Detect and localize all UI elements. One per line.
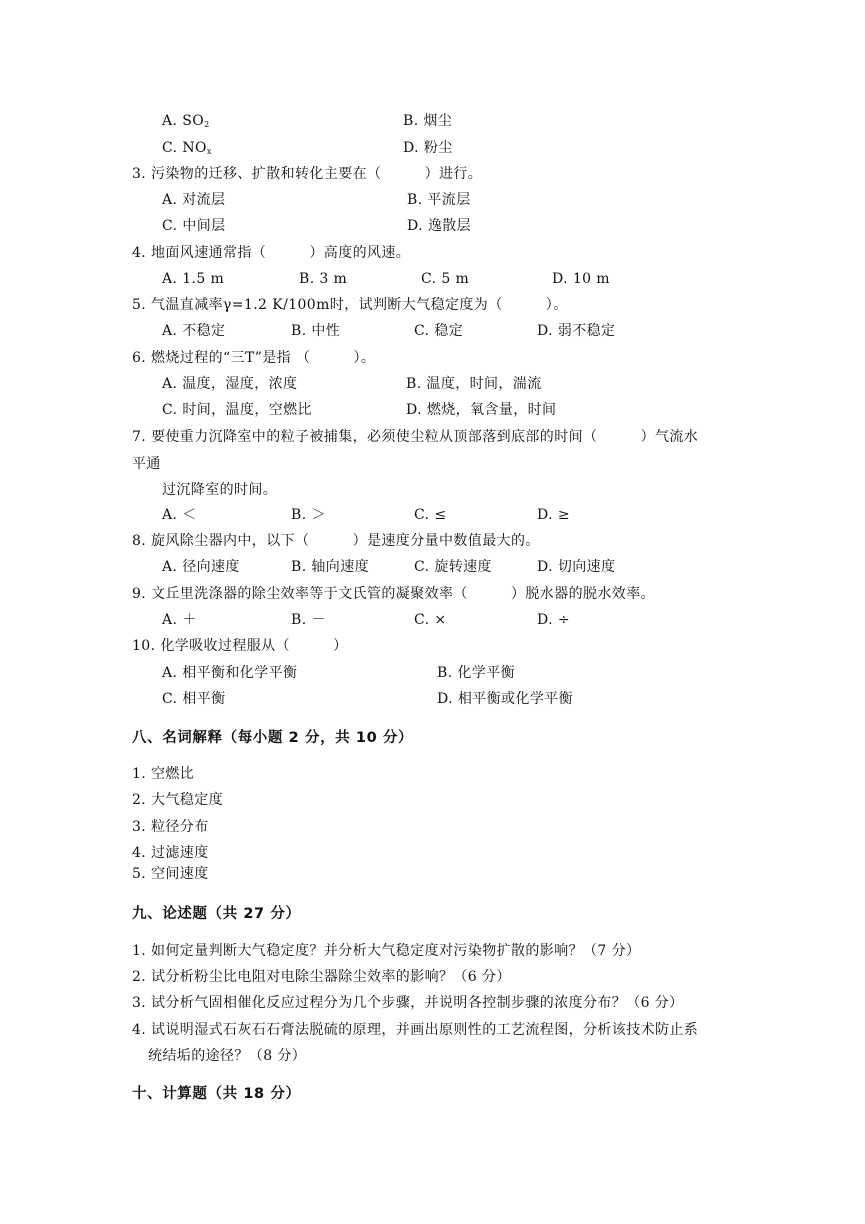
option-a: A. $SO_2$	[162, 113, 210, 129]
question-7-stem-cont2: 过沉降室的时间。	[162, 482, 278, 498]
q5-option-b: B. 中性	[291, 323, 341, 339]
section-8-heading: 八、名词解释（每小题 2 分，共 10 分）	[132, 730, 414, 746]
essay-question-cont: 统结垢的途径？（8 分）	[148, 1048, 307, 1064]
q3-option-d: D. 逸散层	[407, 218, 472, 234]
essay-question: 4. 试说明湿式石灰石石膏法脱硫的原理，并画出原则性的工艺流程图，分析该技术防止系	[132, 1022, 699, 1038]
q7-option-b: B. ＞	[291, 507, 326, 523]
q10-option-a: A. 相平衡和化学平衡	[162, 665, 298, 681]
question-4-stem: 4. 地面风速通常指（ ）高度的风速。	[132, 245, 411, 261]
question-6-stem: 6. 燃烧过程的“三T”是指 （ ）。	[132, 350, 376, 366]
term-item: 5. 空间速度	[132, 866, 209, 882]
q9-option-d: D. ÷	[537, 612, 570, 628]
section-10-heading: 十、计算题（共 18 分）	[132, 1086, 301, 1102]
q7-option-c: C. ≤	[414, 507, 447, 523]
q5-option-c: C. 稳定	[414, 323, 464, 339]
term-item: 4. 过滤速度	[132, 845, 209, 861]
q3-option-b: B. 平流层	[407, 192, 471, 208]
q7-option-d: D. ≥	[537, 507, 570, 523]
q9-option-a: A. ＋	[162, 612, 197, 628]
essay-question: 2. 试分析粉尘比电阻对电除尘器除尘效率的影响？（6 分）	[132, 969, 511, 985]
essay-question: 1. 如何定量判断大气稳定度？并分析大气稳定度对污染物扩散的影响？（7 分）	[132, 943, 641, 959]
q3-option-a: A. 对流层	[162, 192, 226, 208]
term-item: 2. 大气稳定度	[132, 792, 224, 808]
q8-option-b: B. 轴向速度	[291, 559, 369, 575]
q6-option-d: D. 燃烧，氧含量，时间	[406, 402, 557, 418]
q8-option-d: D. 切向速度	[537, 559, 616, 575]
q4-option-a: A. 1.5 m	[162, 271, 225, 287]
q6-option-c: C. 时间，温度，空燃比	[162, 402, 312, 418]
q6-option-a: A. 温度，湿度，浓度	[162, 376, 298, 392]
q10-option-d: D. 相平衡或化学平衡	[437, 691, 574, 707]
question-10-stem: 10. 化学吸收过程服从（ ）	[132, 638, 348, 654]
q4-option-c: C. 5 m	[421, 271, 470, 287]
q5-option-a: A. 不稳定	[162, 323, 226, 339]
question-5-stem: 5. 气温直减率γ=1.2 K/100m时，试判断大气稳定度为（ ）。	[132, 297, 568, 313]
section-9-heading: 九、论述题（共 27 分）	[132, 906, 301, 922]
option-c: C. $NO_x$	[162, 140, 212, 156]
question-7-stem: 7. 要使重力沉降室中的粒子被捕集，必须使尘粒从顶部落到底部的时间（ ）气流水	[132, 429, 699, 445]
q9-option-c: C. ×	[414, 612, 447, 628]
q4-option-d: D. 10 m	[552, 271, 610, 287]
term-item: 3. 粒径分布	[132, 819, 209, 835]
q4-option-b: B. 3 m	[299, 271, 348, 287]
q5-option-d: D. 弱不稳定	[537, 323, 616, 339]
q9-option-b: B. －	[291, 612, 326, 628]
term-item: 1. 空燃比	[132, 766, 195, 782]
q10-option-b: B. 化学平衡	[437, 665, 515, 681]
q10-option-c: C. 相平衡	[162, 691, 226, 707]
question-8-stem: 8. 旋风除尘器内中，以下（ ）是速度分量中数值最大的。	[132, 533, 540, 549]
option-b: B. 烟尘	[403, 113, 453, 129]
q6-option-b: B. 温度，时间，湍流	[406, 376, 542, 392]
question-7-stem-cont: 平通	[132, 456, 161, 472]
q8-option-a: A. 径向速度	[162, 559, 240, 575]
q7-option-a: A. ＜	[162, 507, 197, 523]
option-d: D. 粉尘	[403, 140, 453, 156]
question-9-stem: 9. 文丘里洗涤器的除尘效率等于文氏管的凝聚效率（ ）脱水器的脱水效率。	[132, 586, 656, 602]
question-3-stem: 3. 污染物的迁移、扩散和转化主要在（ ）进行。	[132, 166, 483, 182]
essay-question: 3. 试分析气固相催化反应过程分为几个步骤，并说明各控制步骤的浓度分布？（6 分）	[132, 995, 684, 1011]
q3-option-c: C. 中间层	[162, 218, 226, 234]
q8-option-c: C. 旋转速度	[414, 559, 492, 575]
